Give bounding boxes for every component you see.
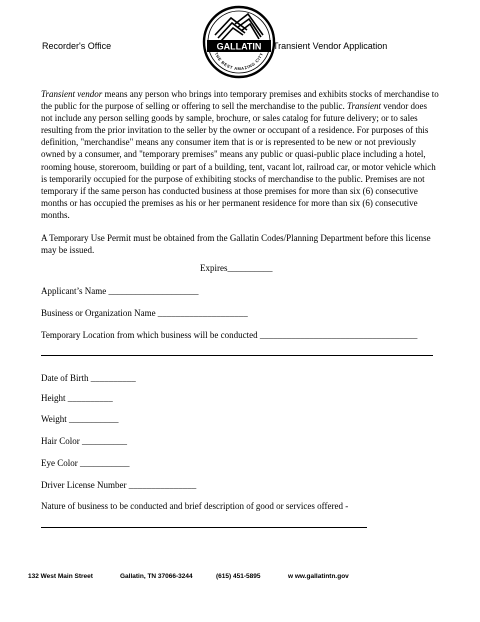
business-name-field[interactable]: Business or Organization Name ____________________ [41, 308, 248, 318]
office-name: Recorder's Office [42, 41, 112, 51]
eye-color-field[interactable]: Eye Color ___________ [41, 458, 130, 468]
definition-text-2: vendor does not include any person selling goods by sample, brochure, or sales catalog for future delivery; or to sales resulting from the prior invitation to the seller by the owner or occupant of a residence. For purposes of this definition, "merchandise" means any consumer item that is or is represented to be new or not previously owned by a consumer, and "temporary premises" means any public or quasi-public place including a hotel, rooming house, storeroom, building or part of a building, tent, vacant lot, railroad car, or motor vehicle which is temporarily occupied for the purpose of exhibiting stocks of merchandise to the public. Premises are not temporary if the same person has conducted business at those premises for more than six (6) consecutive months or has occupied the premises as his or her permanent residence for more than six (6) consecutive months. [41, 101, 436, 220]
form-title: Transient Vendor Application [273, 41, 388, 51]
footer-address: 132 West Main Street [28, 573, 93, 580]
gallatin-logo [201, 4, 277, 80]
applicant-name-field[interactable]: Applicant’s Name ____________________ [41, 286, 199, 296]
permit-notice: A Temporary Use Permit must be obtained from the Gallatin Codes/Planning Department before this license may be issued. [41, 233, 431, 256]
expires-field[interactable]: Expires__________ [200, 263, 273, 273]
height-field[interactable]: Height __________ [41, 393, 113, 403]
drivers-license-field[interactable]: Driver License Number _______________ [41, 480, 197, 490]
logo-wordmark: GALLATIN [216, 41, 262, 52]
definition-paragraph [41, 88, 439, 221]
footer-city: Gallatin, TN 37066-3244 [120, 573, 193, 580]
footer-website: w ww.gallatintn.gov [288, 573, 349, 580]
temp-location-continuation-line[interactable] [41, 355, 433, 356]
nature-of-business-line[interactable] [41, 527, 367, 528]
footer-phone: (615) 451-5895 [216, 573, 261, 580]
hair-color-field[interactable]: Hair Color __________ [41, 436, 127, 446]
definition-term-2: Transient [347, 101, 382, 112]
definition-text-1: means any person who brings into temporary premises and exhibits stocks of merchandise to the public for the purpose of selling or offering to sell the merchandise to the public. [41, 89, 439, 112]
definition-term-1: Transient vendor [41, 89, 103, 99]
weight-field[interactable]: Weight ___________ [41, 414, 119, 424]
date-of-birth-field[interactable]: Date of Birth __________ [41, 373, 136, 383]
nature-of-business-label: Nature of business to be conducted and brief description of good or services offered - [41, 501, 349, 511]
logo-tagline: THE BEST AMAZING CITY [213, 51, 265, 72]
temp-location-field[interactable]: Temporary Location from which business will be conducted ___________________________________ [41, 330, 418, 340]
